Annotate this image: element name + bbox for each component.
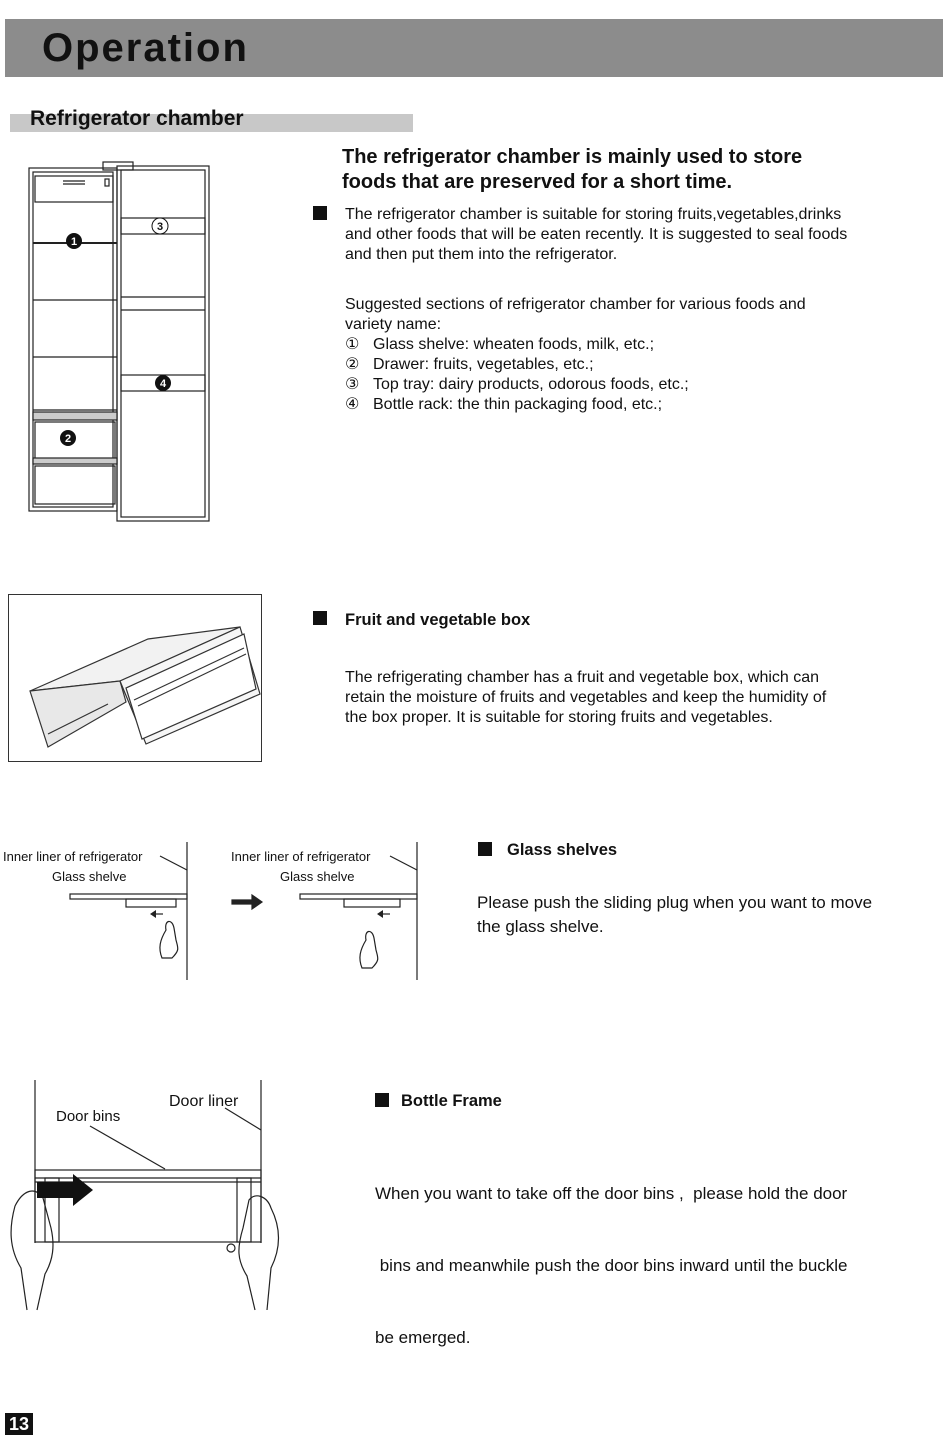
list-item: ④ Bottle rack: the thin packaging food, etc.; (345, 396, 663, 413)
para-line: and then put them into the refrigerator. (345, 246, 618, 263)
marker-1: 1 (70, 236, 78, 248)
bottle-frame-diagram (5, 1078, 290, 1318)
intro-heading (342, 145, 922, 195)
para-line: The refrigerator chamber is suitable for storing fruits,vegetables,drinks (345, 206, 842, 223)
fruit-box-illustration (8, 594, 262, 762)
marker-2: 2 (64, 433, 72, 445)
inner-liner-label: Inner liner of refrigerator (231, 849, 371, 864)
glass-shelves-heading: Glass shelves (507, 841, 618, 859)
para-line: bins and meanwhile push the door bins inward until the buckle (375, 1256, 848, 1275)
list-item: ① Glass shelve: wheaten foods, milk, etc.; (345, 336, 655, 353)
para-line: Suggested sections of refrigerator chamber for various foods and (345, 296, 806, 313)
glass-shelve-label: Glass shelve (280, 869, 355, 884)
glass-shelves-diagram (60, 840, 430, 985)
para-line: When you want to take off the door bins , please hold the door (375, 1184, 848, 1203)
marker-3: 3 (156, 221, 164, 233)
para-line: retain the moisture of fruits and vegetables and keep the humidity of (345, 689, 827, 706)
glass-shelve-label: Glass shelve (52, 869, 127, 884)
section-title: Refrigerator chamber (30, 107, 244, 130)
block2-text (345, 668, 945, 728)
refrigerator-diagram (25, 160, 215, 525)
fruit-box-heading: Fruit and vegetable box (345, 611, 531, 629)
bullet-square (375, 1093, 389, 1107)
block4-text (375, 1134, 935, 1374)
para-line: the glass shelve. (477, 917, 604, 936)
list-item: ③ Top tray: dairy products, odorous foods, etc.; (345, 376, 689, 393)
bottle-frame-heading: Bottle Frame (401, 1092, 502, 1110)
para-line: variety name: (345, 316, 442, 333)
intro-line: The refrigerator chamber is mainly used to store (342, 146, 803, 168)
para-line: The refrigerating chamber has a fruit and vegetable box, which can (345, 669, 820, 686)
door-liner-label: Door liner (169, 1093, 239, 1110)
bullet-square (313, 611, 327, 625)
block3-text (477, 891, 937, 939)
page-title: Operation (42, 26, 249, 70)
list-item: ② Drawer: fruits, vegetables, etc.; (345, 356, 594, 373)
inner-liner-label: Inner liner of refrigerator (3, 849, 143, 864)
marker-4: 4 (159, 378, 167, 390)
page-number: 13 (5, 1413, 33, 1435)
para-line: be emerged. (375, 1328, 471, 1347)
para-line: Please push the sliding plug when you want to move (477, 893, 873, 912)
block1-text (345, 205, 945, 415)
para-line: the box proper. It is suitable for storing fruits and vegetables. (345, 709, 773, 726)
para-line: and other foods that will be eaten recently. It is suggested to seal foods (345, 226, 848, 243)
bullet-square (313, 206, 327, 220)
bullet-square (478, 842, 492, 856)
intro-line: foods that are preserved for a short time. (342, 171, 733, 193)
door-bins-label: Door bins (56, 1108, 121, 1125)
